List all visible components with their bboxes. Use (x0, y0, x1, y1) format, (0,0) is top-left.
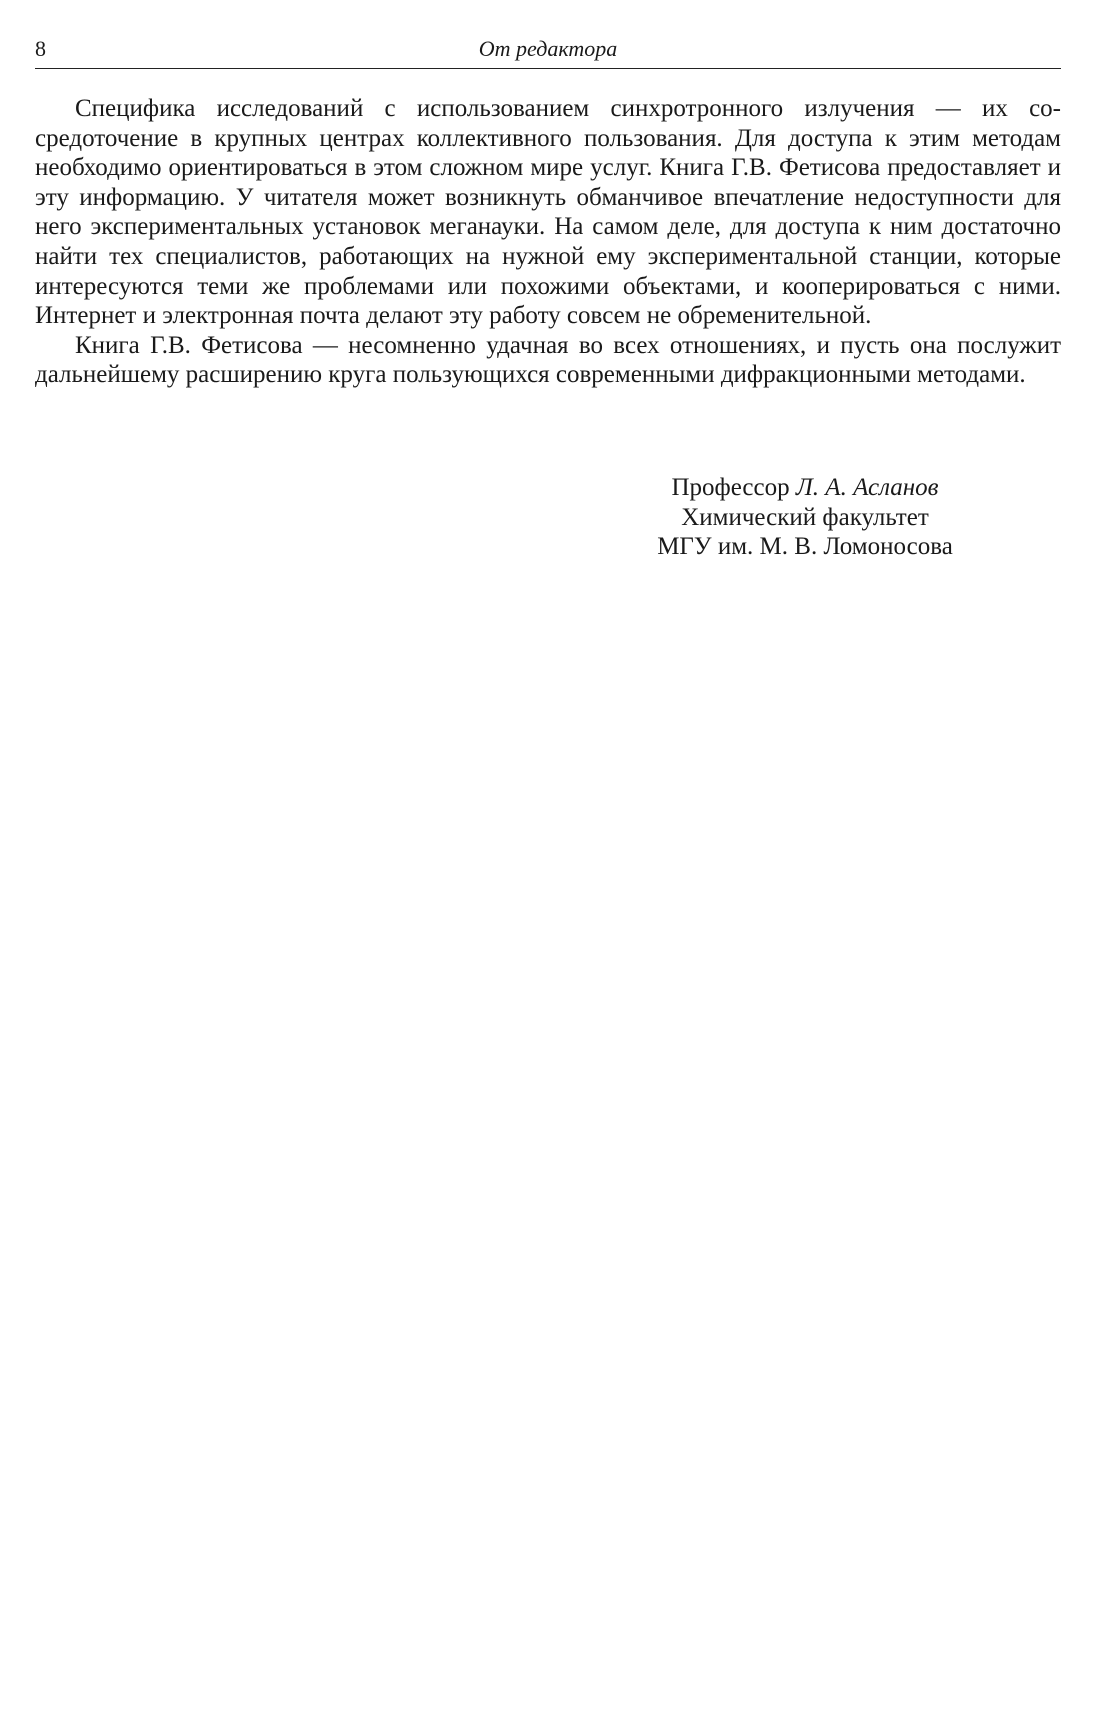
signature-title: Профессор (671, 474, 790, 501)
running-head: От редактора (478, 36, 618, 61)
signature-title-line (560, 473, 1050, 503)
page-number: 8 (35, 36, 46, 61)
signature-department: Химический факультет (681, 503, 929, 531)
body-text (35, 94, 1061, 390)
signature-block (560, 473, 1050, 562)
signature-institution: МГУ им. М. В. Ломоносова (657, 533, 953, 560)
page-header (35, 34, 1061, 69)
paragraph: Книга Г.В. Фетисова — несомненно удачная во всех отношениях, и пусть она послужит дальнейшему расширению круга пользующихся современными дифракционными методами. (35, 331, 1061, 389)
signature-name: Л. А. Асланов (795, 474, 939, 501)
paragraph: Специфика исследований с использованием синхротронного излучения — их сосредоточение в крупных центрах коллективного пользования. Для доступа к этим методам необходимо ориентироваться в этом сложном мире услуг. Книга Г.В. Фетисова предоставляет и эту информацию. У читателя может возникнуть обманчивое впечатление недоступности для него экспериментальных установок меганауки. На самом деле, для доступа к ним достаточно найти тех специалистов, работающих на нужной ему экспериментальной станции, которые интересуются теми же проблемами или похожими объектами, и кооперироваться с ними. Интернет и электронная почта делают эту работу совсем не обременительной. (35, 95, 1061, 330)
